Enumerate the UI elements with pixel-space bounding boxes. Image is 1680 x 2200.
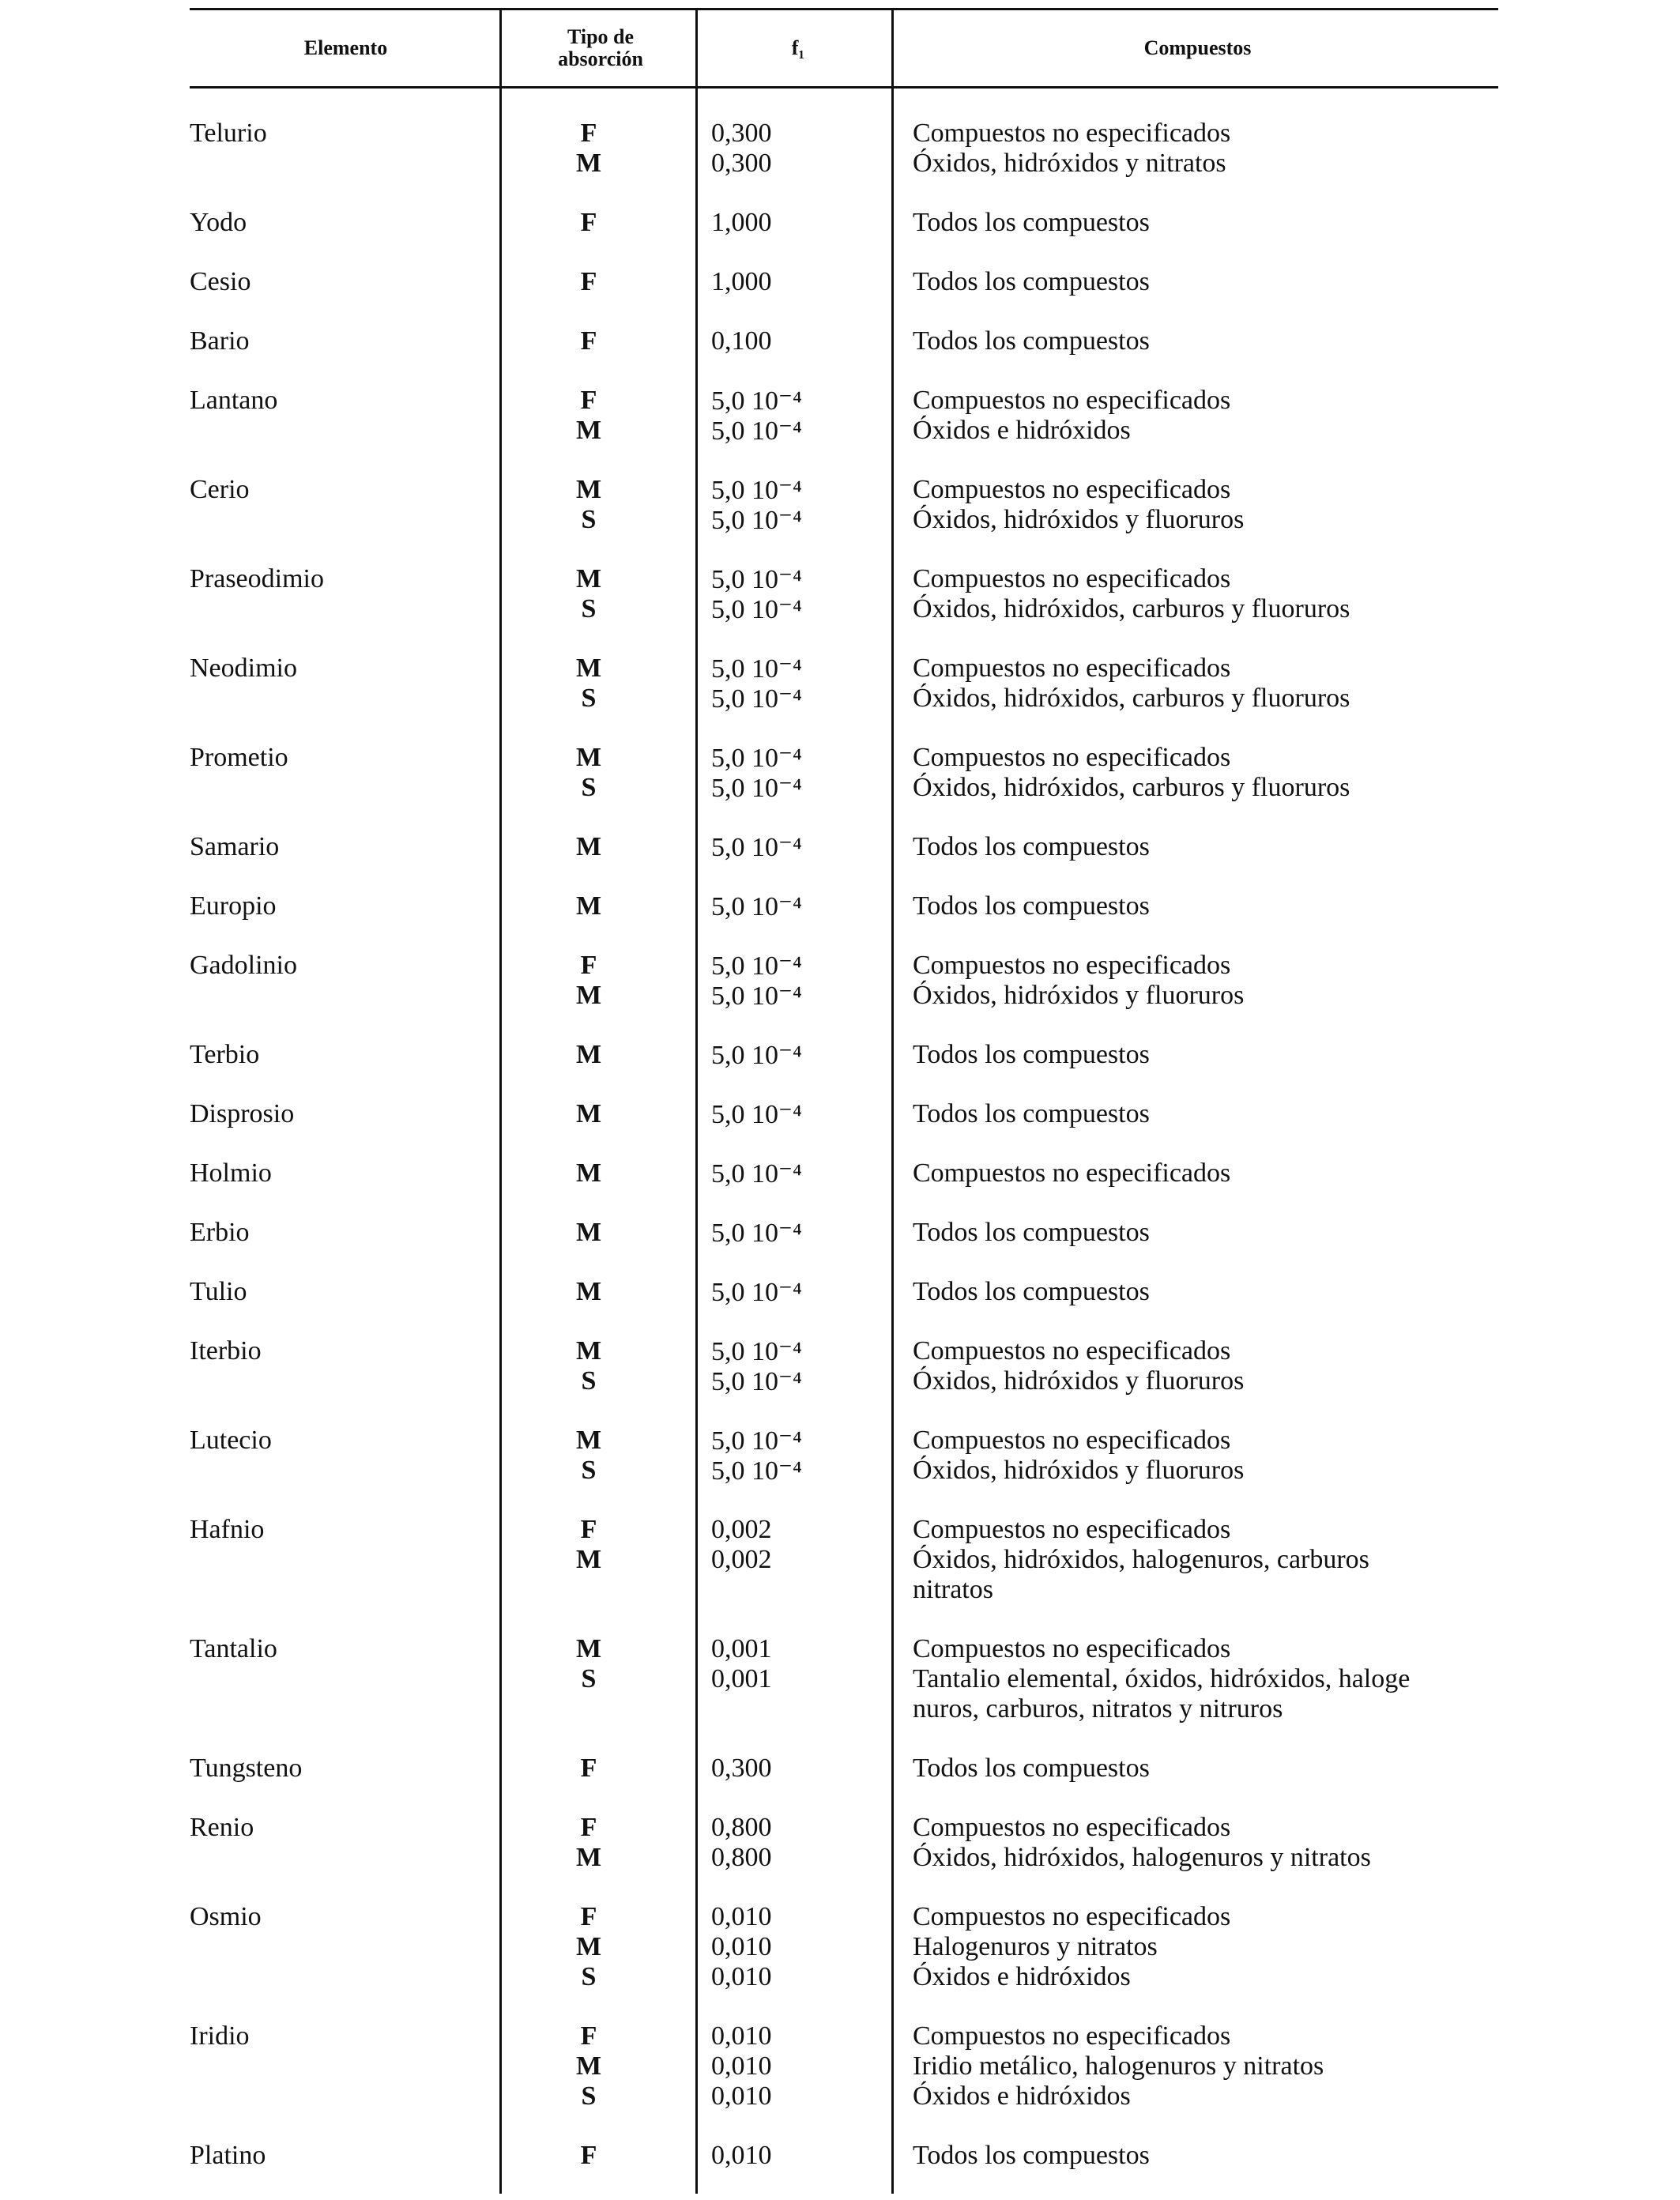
cell-elemento: Platino	[190, 2141, 266, 2170]
f1-value-line: 0,300	[711, 149, 772, 178]
f1-value-cell	[711, 119, 869, 179]
table-row	[190, 1813, 1498, 1873]
f1-value-line: 5,0 10⁻⁴	[711, 1278, 802, 1307]
f1-value-line: 0,100	[711, 326, 772, 356]
tipo-absorcion-line: F	[580, 1813, 597, 1842]
tipo-absorcion-line: M	[575, 1218, 602, 1247]
tipo-absorcion-cell	[506, 2021, 672, 2111]
tipo-absorcion-line: S	[581, 2081, 597, 2111]
tipo-absorcion-line: M	[575, 832, 602, 861]
table-row	[190, 208, 1498, 238]
compuestos-cell	[913, 1099, 1501, 1129]
cell-elemento: Terbio	[190, 1040, 260, 1069]
f1-value-line: 0,800	[711, 1813, 772, 1842]
table-row	[190, 1754, 1498, 1784]
table-row	[190, 1426, 1498, 1486]
tipo-absorcion-cell	[506, 832, 672, 862]
tipo-absorcion-line: M	[575, 1099, 602, 1128]
f1-value-cell	[711, 1336, 869, 1396]
compuestos-line: Óxidos e hidróxidos	[913, 2081, 1131, 2111]
tipo-absorcion-line: M	[575, 1277, 602, 1306]
table-row	[190, 1277, 1498, 1307]
cell-elemento: Renio	[190, 1813, 254, 1842]
header-tipo-line1: Tipo de	[567, 25, 635, 48]
compuestos-line: Óxidos, hidróxidos y fluoruros	[913, 1366, 1245, 1396]
tipo-absorcion-cell	[506, 654, 672, 714]
compuestos-line: Todos los compuestos	[913, 267, 1150, 296]
f1-value-line: 0,010	[711, 2081, 772, 2111]
tipo-absorcion-cell	[506, 1813, 672, 1873]
compuestos-cell	[913, 743, 1501, 803]
compuestos-line: Todos los compuestos	[913, 326, 1150, 356]
tipo-absorcion-line: M	[575, 1336, 602, 1366]
f1-value-line: 0,010	[711, 1902, 772, 1931]
compuestos-cell	[913, 119, 1501, 179]
compuestos-line: Compuestos no especificados	[913, 743, 1231, 772]
table-row	[190, 1336, 1498, 1396]
compuestos-line: Compuestos no especificados	[913, 1515, 1231, 1544]
cell-elemento: Osmio	[190, 1902, 262, 1931]
tipo-absorcion-line: M	[575, 1634, 602, 1663]
tipo-absorcion-cell	[506, 743, 672, 803]
f1-value-line: 5,0 10⁻⁴	[711, 476, 802, 505]
cell-elemento: Cesio	[190, 267, 251, 296]
compuestos-line: Compuestos no especificados	[913, 475, 1231, 504]
tipo-absorcion-line: F	[580, 1754, 597, 1783]
f1-value-line: 5,0 10⁻⁴	[711, 1426, 802, 1456]
cell-elemento: Europio	[190, 891, 277, 921]
compuestos-line: Todos los compuestos	[913, 832, 1150, 861]
cell-elemento: Gadolinio	[190, 951, 297, 980]
f1-value-line: 5,0 10⁻⁴	[711, 684, 802, 714]
f1-value-cell	[711, 208, 869, 238]
compuestos-line: Óxidos, hidróxidos, carburos y fluoruros	[913, 684, 1350, 713]
tipo-absorcion-line: M	[575, 2051, 602, 2081]
compuestos-line: Compuestos no especificados	[913, 1158, 1231, 1188]
f1-value-line: 5,0 10⁻⁴	[711, 386, 802, 416]
f1-value-cell	[711, 743, 869, 803]
tipo-absorcion-cell	[506, 119, 672, 179]
cell-elemento: Lutecio	[190, 1426, 272, 1455]
tipo-absorcion-line: F	[580, 2021, 597, 2051]
tipo-absorcion-cell	[506, 1902, 672, 1992]
f1-value-line: 5,0 10⁻⁴	[711, 506, 802, 535]
compuestos-line: Compuestos no especificados	[913, 1813, 1231, 1842]
f1-value-cell	[711, 654, 869, 714]
tipo-absorcion-line: F	[580, 119, 597, 148]
table-row	[190, 951, 1498, 1011]
tipo-absorcion-cell	[506, 891, 672, 921]
f1-value-line: 5,0 10⁻⁴	[711, 1159, 802, 1189]
column-divider	[695, 8, 698, 2194]
table-row	[190, 1158, 1498, 1189]
table-row	[190, 1040, 1498, 1070]
f1-value-line: 1,000	[711, 208, 772, 237]
f1-value-cell	[711, 1813, 869, 1873]
cell-elemento: Holmio	[190, 1158, 272, 1188]
compuestos-cell	[913, 1158, 1501, 1189]
tipo-absorcion-line: F	[580, 951, 597, 980]
compuestos-line: Todos los compuestos	[913, 208, 1150, 237]
f1-value-cell	[711, 1099, 869, 1129]
compuestos-line: Compuestos no especificados	[913, 119, 1231, 148]
tipo-absorcion-line: F	[580, 326, 597, 356]
table-row	[190, 386, 1498, 446]
cell-elemento: Bario	[190, 326, 250, 356]
f1-value-cell	[711, 951, 869, 1011]
table-row	[190, 2021, 1498, 2111]
tipo-absorcion-cell	[506, 1158, 672, 1189]
tipo-absorcion-line: M	[575, 1040, 602, 1069]
tipo-absorcion-line: M	[575, 1426, 602, 1455]
compuestos-line: Compuestos no especificados	[913, 386, 1231, 415]
tipo-absorcion-line: S	[581, 773, 597, 802]
cell-elemento: Lantano	[190, 386, 278, 415]
f1-value-line: 5,0 10⁻⁴	[711, 1456, 802, 1486]
compuestos-cell	[913, 1277, 1501, 1307]
f1-value-cell	[711, 1218, 869, 1248]
cell-elemento: Tantalio	[190, 1634, 277, 1663]
tipo-absorcion-cell	[506, 208, 672, 238]
table-header	[190, 8, 1498, 89]
f1-value-line: 0,800	[711, 1843, 772, 1872]
f1-value-cell	[711, 832, 869, 862]
compuestos-line: Compuestos no especificados	[913, 2021, 1231, 2051]
compuestos-cell	[913, 832, 1501, 862]
header-tipo	[502, 10, 699, 86]
compuestos-line: Todos los compuestos	[913, 1754, 1150, 1783]
f1-value-cell	[711, 1515, 869, 1575]
cell-elemento: Erbio	[190, 1218, 250, 1247]
tipo-absorcion-line: F	[580, 1515, 597, 1544]
tipo-absorcion-line: M	[575, 1158, 602, 1188]
tipo-absorcion-line: S	[581, 1366, 597, 1396]
column-divider	[891, 8, 894, 2194]
compuestos-line: Compuestos no especificados	[913, 1902, 1231, 1931]
compuestos-line: Todos los compuestos	[913, 1218, 1150, 1247]
f1-value-line: 5,0 10⁻⁴	[711, 654, 802, 684]
compuestos-cell	[913, 208, 1501, 238]
compuestos-line: Óxidos, hidróxidos y fluoruros	[913, 1456, 1245, 1485]
f1-value-line: 5,0 10⁻⁴	[711, 833, 802, 862]
table-row	[190, 1902, 1498, 1992]
header-tipo-line2: absorción	[558, 47, 643, 70]
tipo-absorcion-line: M	[575, 891, 602, 921]
cell-elemento: Cerio	[190, 475, 250, 504]
f1-value-cell	[711, 326, 869, 356]
table-row	[190, 743, 1498, 803]
column-divider	[499, 8, 502, 2194]
tipo-absorcion-line: S	[581, 1664, 597, 1693]
compuestos-line: Halogenuros y nitratos	[913, 1932, 1158, 1961]
f1-value-cell	[711, 1158, 869, 1189]
tipo-absorcion-cell	[506, 1277, 672, 1307]
table-row	[190, 1634, 1498, 1724]
compuestos-line: Todos los compuestos	[913, 891, 1150, 921]
compuestos-line: Óxidos e hidróxidos	[913, 1962, 1131, 1991]
f1-value-line: 0,010	[711, 2141, 772, 2170]
compuestos-cell	[913, 951, 1501, 1011]
tipo-absorcion-line: M	[575, 1843, 602, 1872]
tipo-absorcion-line: M	[575, 981, 602, 1010]
tipo-absorcion-line: M	[575, 475, 602, 504]
tipo-absorcion-cell	[506, 267, 672, 297]
absorption-table	[190, 8, 1498, 2200]
compuestos-line: Compuestos no especificados	[913, 951, 1231, 980]
compuestos-line: nuros, carburos, nitratos y nitruros	[913, 1694, 1283, 1723]
compuestos-line: Todos los compuestos	[913, 1277, 1150, 1306]
tipo-absorcion-line: F	[580, 386, 597, 415]
compuestos-line: Óxidos, hidróxidos, halogenuros, carburos	[913, 1545, 1369, 1574]
cell-elemento: Samario	[190, 832, 280, 861]
compuestos-cell	[913, 564, 1501, 624]
header-compuestos-label: Compuestos	[1143, 36, 1252, 59]
f1-value-cell	[711, 1754, 869, 1784]
f1-value-line: 5,0 10⁻⁴	[711, 1367, 802, 1396]
tipo-absorcion-line: F	[580, 2141, 597, 2170]
f1-value-line: 0,002	[711, 1515, 772, 1544]
compuestos-line: Todos los compuestos	[913, 2141, 1150, 2170]
f1-value-line: 5,0 10⁻⁴	[711, 416, 802, 446]
tipo-absorcion-cell	[506, 951, 672, 1011]
compuestos-line: Todos los compuestos	[913, 1040, 1150, 1069]
table-row	[190, 564, 1498, 624]
f1-value-cell	[711, 2141, 869, 2171]
tipo-absorcion-cell	[506, 1336, 672, 1396]
tipo-absorcion-line: S	[581, 1456, 597, 1485]
compuestos-line: nitratos	[913, 1575, 993, 1604]
f1-value-line: 5,0 10⁻⁴	[711, 774, 802, 803]
compuestos-cell	[913, 386, 1501, 446]
compuestos-line: Óxidos, hidróxidos, halogenuros y nitratos	[913, 1843, 1371, 1872]
f1-value-cell	[711, 267, 869, 297]
compuestos-line: Compuestos no especificados	[913, 1634, 1231, 1663]
tipo-absorcion-line: F	[580, 208, 597, 237]
table-row	[190, 119, 1498, 179]
compuestos-cell	[913, 654, 1501, 714]
compuestos-line: Todos los compuestos	[913, 1099, 1150, 1128]
table-row	[190, 475, 1498, 535]
compuestos-cell	[913, 1218, 1501, 1248]
compuestos-line: Óxidos, hidróxidos y nitratos	[913, 149, 1226, 178]
compuestos-line: Óxidos, hidróxidos, carburos y fluoruros	[913, 594, 1350, 623]
compuestos-line: Óxidos e hidróxidos	[913, 416, 1131, 445]
f1-value-cell	[711, 564, 869, 624]
tipo-absorcion-line: F	[580, 267, 597, 296]
tipo-absorcion-line: M	[575, 743, 602, 772]
header-elemento	[190, 10, 502, 86]
table-row	[190, 1515, 1498, 1605]
cell-elemento: Hafnio	[190, 1515, 265, 1544]
cell-elemento: Neodimio	[190, 654, 297, 683]
f1-value-line: 5,0 10⁻⁴	[711, 1041, 802, 1070]
tipo-absorcion-line: S	[581, 684, 597, 713]
tipo-absorcion-cell	[506, 1515, 672, 1575]
f1-value-line: 5,0 10⁻⁴	[711, 1100, 802, 1129]
compuestos-cell	[913, 891, 1501, 921]
f1-value-cell	[711, 2021, 869, 2111]
compuestos-line: Iridio metálico, halogenuros y nitratos	[913, 2051, 1324, 2081]
compuestos-cell	[913, 1754, 1501, 1784]
tipo-absorcion-cell	[506, 1218, 672, 1248]
f1-value-line: 5,0 10⁻⁴	[711, 595, 802, 624]
table-row	[190, 2141, 1498, 2171]
f1-value-line: 0,001	[711, 1664, 772, 1693]
compuestos-line: Tantalio elemental, óxidos, hidróxidos, haloge	[913, 1664, 1411, 1693]
f1-value-line: 5,0 10⁻⁴	[711, 981, 802, 1011]
tipo-absorcion-line: M	[575, 1932, 602, 1961]
cell-elemento: Disprosio	[190, 1099, 295, 1128]
tipo-absorcion-cell	[506, 1426, 672, 1486]
header-compuestos	[897, 10, 1498, 86]
tipo-absorcion-cell	[506, 386, 672, 446]
compuestos-cell	[913, 1902, 1501, 1992]
compuestos-cell	[913, 1813, 1501, 1873]
compuestos-line: Compuestos no especificados	[913, 564, 1231, 593]
cell-elemento: Prometio	[190, 743, 288, 772]
compuestos-line: Compuestos no especificados	[913, 1426, 1231, 1455]
tipo-absorcion-cell	[506, 1099, 672, 1129]
compuestos-cell	[913, 267, 1501, 297]
tipo-absorcion-line: M	[575, 416, 602, 445]
header-f1	[699, 10, 897, 86]
f1-value-cell	[711, 1634, 869, 1694]
header-elemento-label: Elemento	[303, 36, 388, 59]
table-body	[190, 89, 1498, 2171]
f1-value-line: 0,010	[711, 2051, 772, 2081]
compuestos-cell	[913, 1515, 1501, 1605]
table-row	[190, 654, 1498, 714]
cell-elemento: Yodo	[190, 208, 247, 237]
tipo-absorcion-cell	[506, 1040, 672, 1070]
cell-elemento: Praseodimio	[190, 564, 324, 593]
table-row	[190, 1218, 1498, 1248]
header-f1-label: f₁	[791, 36, 805, 59]
cell-elemento: Tungsteno	[190, 1754, 303, 1783]
compuestos-line: Óxidos, hidróxidos y fluoruros	[913, 505, 1245, 534]
tipo-absorcion-cell	[506, 475, 672, 535]
tipo-absorcion-line: M	[575, 1545, 602, 1574]
tipo-absorcion-line: M	[575, 564, 602, 593]
tipo-absorcion-line: S	[581, 1962, 597, 1991]
f1-value-cell	[711, 1426, 869, 1486]
f1-value-line: 5,0 10⁻⁴	[711, 744, 802, 773]
table-row	[190, 832, 1498, 862]
f1-value-line: 0,001	[711, 1634, 772, 1663]
f1-value-line: 5,0 10⁻⁴	[711, 892, 802, 921]
f1-value-line: 5,0 10⁻⁴	[711, 565, 802, 594]
table-row	[190, 267, 1498, 297]
tipo-absorcion-line: M	[575, 149, 602, 178]
f1-value-line: 1,000	[711, 267, 772, 296]
f1-value-line: 5,0 10⁻⁴	[711, 1337, 802, 1366]
compuestos-cell	[913, 2021, 1501, 2111]
tipo-absorcion-cell	[506, 1754, 672, 1784]
tipo-absorcion-line: S	[581, 594, 597, 623]
f1-value-line: 0,010	[711, 2021, 772, 2051]
f1-value-line: 5,0 10⁻⁴	[711, 1219, 802, 1248]
f1-value-cell	[711, 1902, 869, 1992]
cell-elemento: Iterbio	[190, 1336, 262, 1366]
f1-value-cell	[711, 475, 869, 535]
f1-value-cell	[711, 1040, 869, 1070]
compuestos-line: Óxidos, hidróxidos y fluoruros	[913, 981, 1245, 1010]
compuestos-cell	[913, 326, 1501, 356]
cell-elemento: Telurio	[190, 119, 267, 148]
table-row	[190, 891, 1498, 921]
f1-value-line: 0,010	[711, 1962, 772, 1991]
cell-elemento: Iridio	[190, 2021, 250, 2051]
tipo-absorcion-cell	[506, 2141, 672, 2171]
compuestos-cell	[913, 1426, 1501, 1486]
compuestos-line: Óxidos, hidróxidos, carburos y fluoruros	[913, 773, 1350, 802]
compuestos-line: Compuestos no especificados	[913, 1336, 1231, 1366]
compuestos-cell	[913, 1040, 1501, 1070]
f1-value-line: 0,010	[711, 1932, 772, 1961]
compuestos-cell	[913, 2141, 1501, 2171]
f1-value-line: 5,0 10⁻⁴	[711, 951, 802, 981]
tipo-absorcion-line: S	[581, 505, 597, 534]
tipo-absorcion-line: M	[575, 654, 602, 683]
table-row	[190, 1099, 1498, 1129]
compuestos-cell	[913, 1336, 1501, 1396]
compuestos-cell	[913, 475, 1501, 535]
f1-value-cell	[711, 891, 869, 921]
compuestos-line: Compuestos no especificados	[913, 654, 1231, 683]
tipo-absorcion-cell	[506, 1634, 672, 1694]
tipo-absorcion-line: F	[580, 1902, 597, 1931]
cell-elemento: Tulio	[190, 1277, 247, 1306]
f1-value-cell	[711, 386, 869, 446]
tipo-absorcion-cell	[506, 564, 672, 624]
table-row	[190, 326, 1498, 356]
compuestos-cell	[913, 1634, 1501, 1724]
f1-value-cell	[711, 1277, 869, 1307]
f1-value-line: 0,300	[711, 119, 772, 148]
tipo-absorcion-cell	[506, 326, 672, 356]
f1-value-line: 0,002	[711, 1545, 772, 1574]
f1-value-line: 0,300	[711, 1754, 772, 1783]
